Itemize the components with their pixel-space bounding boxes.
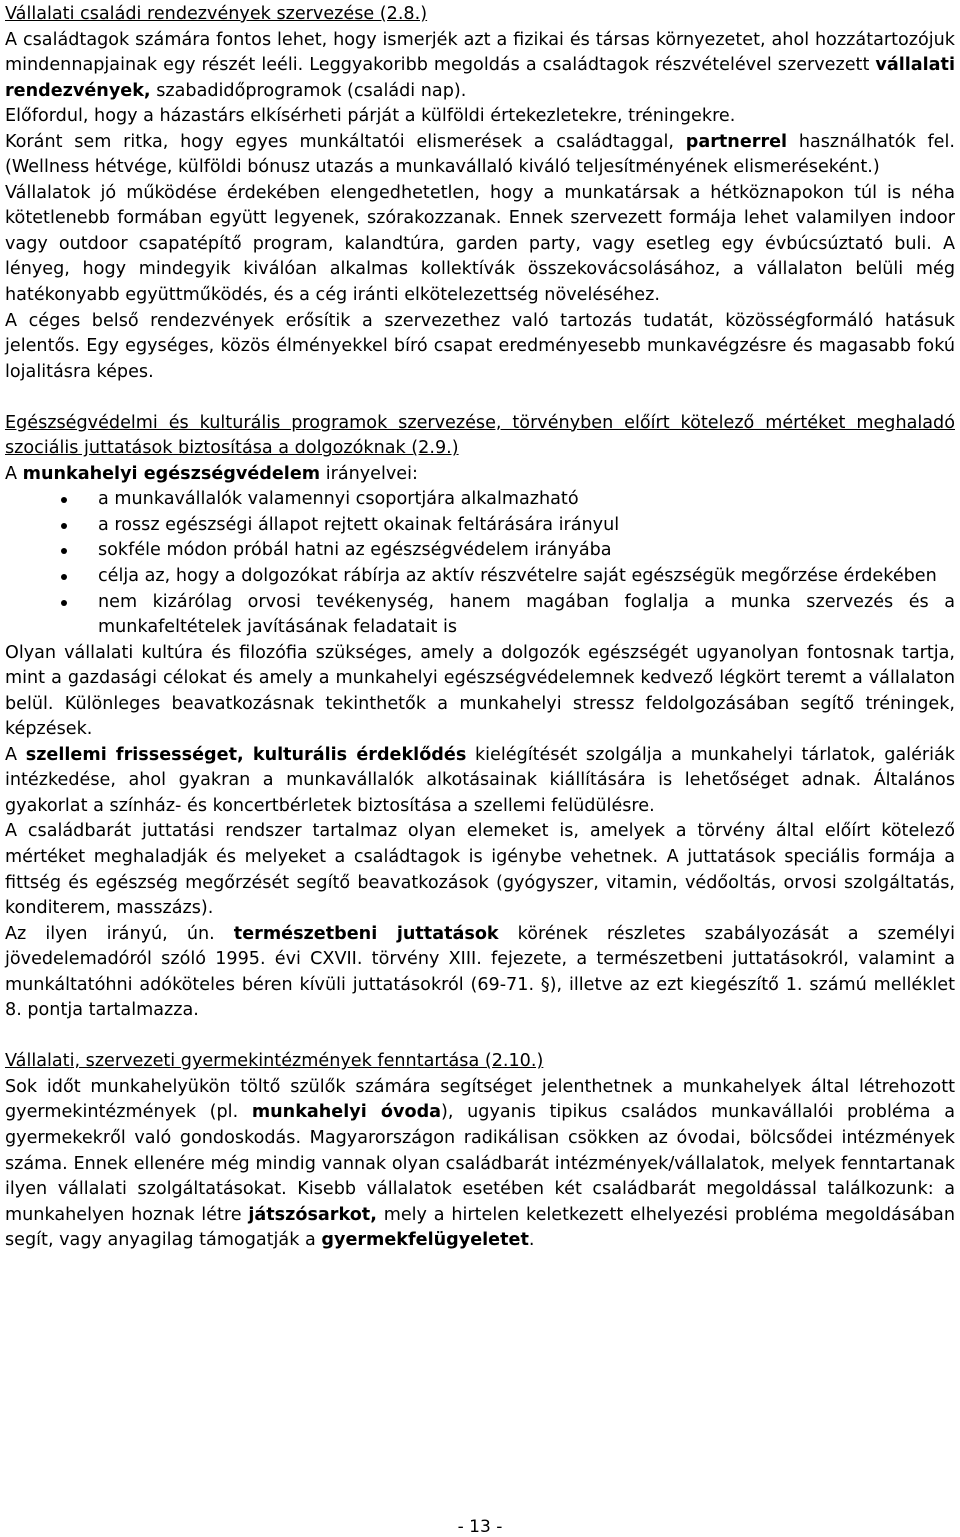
paragraph: Előfordul, hogy a házastárs elkísérheti párját a külföldi értekezletekre, tréningekre. (5, 106, 736, 127)
paragraph: Koránt sem ritka, hogy egyes munkáltatói elismerések a családtaggal, partnerrel használhatók fel. (Wellness hétvége, külföldi bónusz utazás a munkavállaló kiváló teljesítményének elismeréseként.) (5, 131, 955, 178)
page-number: - 13 - (457, 1517, 503, 1537)
list-item: nem kizárólag orvosi tevékenység, hanem magában foglalja a munka szervezés és a munkafeltételek javításának feladatait is (5, 590, 955, 641)
paragraph: A munkahelyi egészségvédelem irányelvei: (5, 463, 418, 484)
bullet-icon (61, 574, 67, 580)
list-item: a rossz egészségi állapot rejtett okainak feltárására irányul (5, 513, 955, 539)
document-page (5, 2, 955, 1254)
paragraph: A szellemi frissességet, kulturális érdeklődés kielégítését szolgálja a munkahelyi tárlatok, galériák intézkedése, ahol gyakran a munkavállalók alkotásainak kiállítására is lehetőséget adnak. Általános gyakorlat a színház- és koncertbérletek biztosítása a szellemi felüdülésre. (5, 744, 955, 816)
section-heading-2-9: Egészségvédelmi és kulturális programok szervezése, törvényben előírt kötelező mértéket meghaladó szociális juttatások biztosítása a dolgozóknak (2.9.) (5, 412, 955, 459)
paragraph: Sok időt munkahelyükön töltő szülők számára segítséget jelenthetnek a munkahelyek által létrehozott gyermekintézmények (pl. munkahelyi óvoda), ugyanis tipikus családos munkavállalói probléma a gyermekekről való gondoskodás. Magyarországon radikálisan csökken az óvodai, bölcsődei intézmények száma. Ennek ellenére még mindig vannak olyan családbarát intézmények/vállalatok, melyek fenntartanak ilyen vállalati szolgáltatásokat. Kisebb vállalatok esetében két családbarát megoldással találkozunk: a munkahelyen hoznak létre játszósarkot, mely a hirtelen keletkezett elhelyezési probléma megoldásában segít, vagy anyagilag támogatják a gyermekfelügyeletet. (5, 1076, 955, 1251)
paragraph: A céges belső rendezvények erősítik a szervezethez való tartozás tudatát, közösségformáló hatásuk jelentős. Egy egységes, közös élményekkel bíró csapat eredményesebb munkavégzésre és magasabb fokú lojalitásra képes. (5, 310, 955, 382)
spacer (5, 1024, 955, 1050)
paragraph: Olyan vállalati kultúra és filozófia szükséges, amely a dolgozók egészségét ugyanolyan fontosnak tartja, mint a gazdasági célokat és amely a munkahelyi egészségvédelemnek kedvező légkört teremt a vállalaton belül. Különleges beavatkozásnak tekinthetők a munkahelyi stressz feldolgozásában segítő tréningek, képzések. (5, 642, 955, 740)
section-heading-2-10: Vállalati, szervezeti gyermekintézmények fenntartása (2.10.) (5, 1051, 544, 1072)
list-item: célja az, hogy a dolgozókat rábírja az aktív részvételre saját egészségük megőrzése érdekében (5, 564, 955, 590)
list-item: sokféle módon próbál hatni az egészségvédelem irányába (5, 538, 955, 564)
spacer (5, 385, 955, 411)
list-item: a munkavállalók valamennyi csoportjára alkalmazható (5, 487, 955, 513)
bullet-icon (61, 523, 67, 529)
paragraph: A családbarát juttatási rendszer tartalmaz olyan elemeket is, amelyek a törvény által előírt kötelező mértéket meghaladják és melyeket a családtagok is igénybe vehetnek. A juttatások speciális formája a fittség és egészség megőrzését segítő beavatkozások (gyógyszer, vitamin, védőoltás, orvosi szolgáltatás, konditerem, masszázs). (5, 821, 955, 919)
bullet-icon (61, 497, 67, 503)
section-heading-2-8: Vállalati családi rendezvények szervezése (2.8.) (5, 4, 428, 24)
bullet-list (5, 487, 955, 640)
bullet-icon (61, 548, 67, 554)
bullet-icon (61, 600, 67, 606)
paragraph: A családtagok számára fontos lehet, hogy ismerjék azt a fizikai és társas környezetet, ahol hozzátartozójuk mindennapjainak egy részét leéli. Leggyakoribb megoldás a családtagok részvételével szervezett vállalati rendezvények, szabadidőprogramok (családi nap). (5, 29, 955, 101)
paragraph: Az ilyen irányú, ún. természetbeni juttatások körének részletes szabályozását a személyi jövedelemadóról szóló 1995. évi CXVII. törvény XIII. fejezete, a természetbeni juttatásokról, valamint a munkáltatóhni adóköteles béren kívüli juttatásokról (69-71. §), illetve az ezt kiegészítő 1. számú melléklet 8. pontja tartalmazza. (5, 923, 955, 1021)
paragraph: Vállalatok jó működése érdekében elengedhetetlen, hogy a munkatársak a hétköznapokon túl is néha kötetlenebb formában együtt legyenek, szórakozzanak. Ennek szervezett formája lehet valamilyen indoor vagy outdoor csapatépítő program, kalandtúra, garden party, vagy esetleg egy évbúcsúztató buli. A lényeg, hogy mindegyik kiválóan alkalmas kollektívák összekovácsolásához, a vállalaton belüli még hatékonyabb együttműködés, és a cég iránti elkötelezettség növeléséhez. (5, 182, 955, 306)
